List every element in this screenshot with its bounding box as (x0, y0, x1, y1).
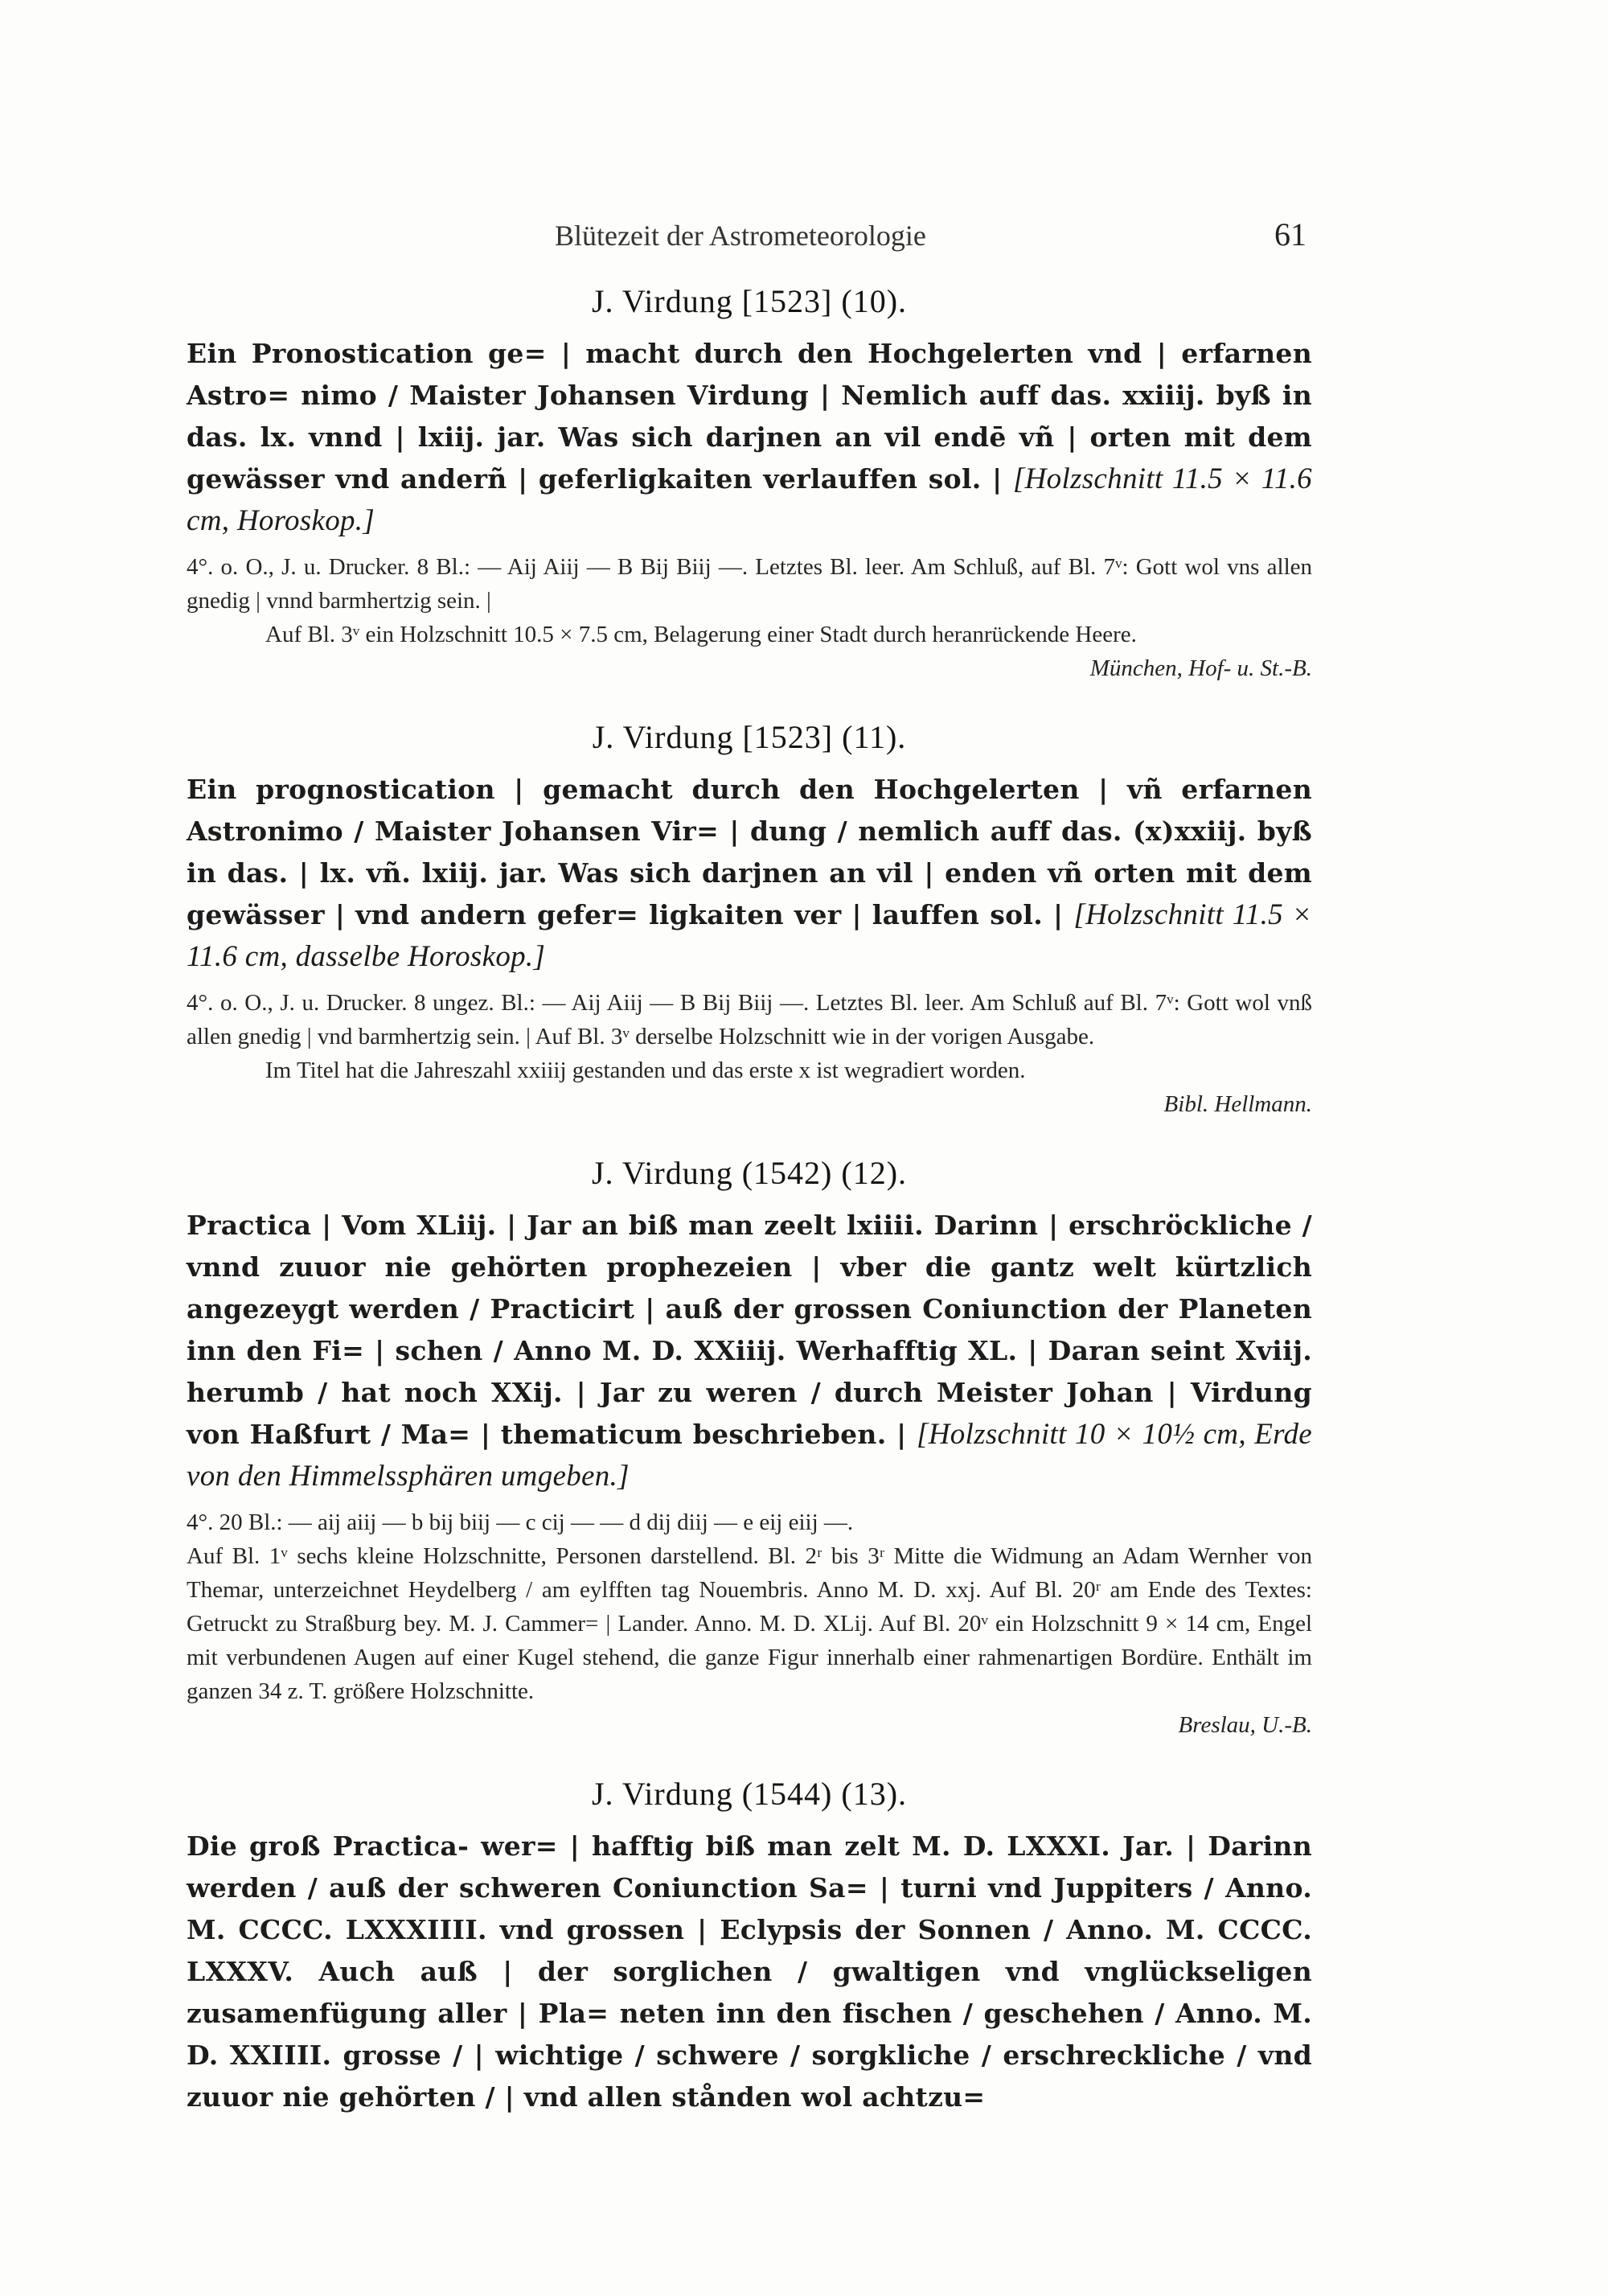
entry-title-text: Ein Pronostication ge= | macht durch den Hochgelerten vnd | erfarnen Astro= nimo / Maister Johansen Virdung | Nemlich auff das. xxiiij. byß in das. lx. vnnd | lxiij. jar. Was sich darjnen an vil endē vñ | orten mit dem gewässer vnd anderñ | geferligkaiten verlauffen sol. | (187, 338, 1312, 495)
running-title: Blütezeit der Astrometeorologie (555, 220, 926, 252)
entry-heading: J. Virdung (1544) (13). (591, 1776, 908, 1812)
entry-remark-note: Im Titel hat die Jahreszahl xxiiij gestanden und das erste x ist wegradiert worden. (265, 1058, 1026, 1083)
running-header (0, 216, 1608, 259)
entry-title-bracket: [Holzschnitt 10 × 10½ cm, Erde von den Himmelssphären umgeben.] (187, 1418, 1312, 1493)
entry-title-bracket: [Holzschnitt 11.5 × 11.6 cm, Horoskop.] (187, 462, 1312, 537)
entry-remark-note: Auf Bl. 1ᵛ sechs kleine Holzschnitte, Personen darstellend. Bl. 2ʳ bis 3ʳ Mitte die Widmung an Adam Wernher von Themar, unterzeichnet Heydelberg / am eylfften tag Nouembris. Anno M. D. xxj. Auf Bl. 20ʳ am Ende des Textes: Getruckt zu Straßburg bey. M. J. Cammer= | Lander. Anno. M. D. XLij. Auf Bl. 20ᵛ ein Holzschnitt 9 × 14 cm, Engel mit verbundenen Augen auf einer Kugel stehend, die ganze Figur innerhalb einer rahmenartigen Bordüre. Enthält im ganzen 34 z. T. größere Holzschnitte. (187, 1543, 1312, 1704)
entry-collation-note: 4°. o. O., J. u. Drucker. 8 ungez. Bl.: — Aij Aiij — B Bij Biij —. Letztes Bl. leer. Am Schluß auf Bl. 7ᵛ: Gott wol vnß allen gnedig | vnd barmhertzig sein. | Auf Bl. 3ᵛ derselbe Holzschnitt wie in der vorigen Ausgabe. (187, 990, 1312, 1049)
bibliography-entry (187, 281, 1312, 685)
entry-title-bracket: [Holzschnitt 11.5 × 11.6 cm, dasselbe Horoskop.] (187, 898, 1312, 973)
entry-title-text: Die groß Practica- wer= | hafftig biß man zelt M. D. LXXXI. Jar. | Darinn werden / auß der schweren Coniunction Sa= | turni vnd Juppiters / Anno. M. CCCC. LXXXIIII. vnd grossen | Eclypsis der Sonnen / Anno. M. CCCC. LXXXV. Auch auß | der sorglichen / gwaltigen vnd vnglückseligen zusamenfügung aller | Pla= neten inn den fischen / geschehen / Anno. M. D. XXIIII. grosse / | wichtige / schwere / sorgkliche / erschreckliche / vnd zuuor nie gehörten / | vnd allen stånden wol achtzu= (187, 1830, 1312, 2113)
entry-heading: J. Virdung [1523] (10). (591, 283, 908, 319)
page-number: 61 (1274, 216, 1306, 253)
entry-title-text: Ein prognostication | gemacht durch den Hochgelerten | vñ erfarnen Astronimo / Maister Johansen Vir= | dung / nemlich auff das. (x)xxiij. byß in das. | lx. vñ. lxiij. jar. Was sich darjnen an vil | enden vñ orten mit dem gewässer | vnd andern gefer= ligkaiten ver | lauffen sol. | (187, 774, 1312, 930)
entry-library-location: Breslau, U.-B. (1178, 1712, 1312, 1738)
bibliography-entry (187, 1153, 1312, 1742)
entry-heading: J. Virdung (1542) (12). (591, 1155, 908, 1191)
entry-title-transcription (187, 1205, 1312, 1497)
entry-title-transcription (187, 769, 1312, 978)
entry-remark-note: Auf Bl. 3ᵛ ein Holzschnitt 10.5 × 7.5 cm, Belagerung einer Stadt durch heranrückende Heere. (265, 622, 1137, 647)
bibliography-entry (187, 1774, 1312, 2118)
entry-title-transcription (187, 1826, 1312, 2118)
entry-collation-note: 4°. 20 Bl.: — aij aiij — b bij biij — c cij — — d dij diij — e eij eiij —. (187, 1509, 854, 1535)
entry-title-text: Practica | Vom XLiij. | Jar an biß man zeelt lxiiii. Darinn | erschröckliche / vnnd zuuor nie gehörten prophezeien | vber die gantz welt kürtzlich angezeygt werden / Practicirt | auß der grossen Coniunction der Planeten inn den Fi= | schen / Anno M. D. XXiiij. Werhafftig XL. | Daran seint Xviij. herumb / hat noch XXij. | Jar zu weren / durch Meister Johan | Virdung von Haßfurt / Ma= | thematicum beschrieben. | (187, 1210, 1312, 1450)
page-body (187, 281, 1312, 2150)
entry-library-location: Bibl. Hellmann. (1163, 1091, 1312, 1117)
entry-heading: J. Virdung [1523] (11). (592, 719, 907, 755)
entry-title-transcription (187, 333, 1312, 542)
entry-library-location: München, Hof- u. St.-B. (1089, 655, 1312, 681)
entry-collation-note: 4°. o. O., J. u. Drucker. 8 Bl.: — Aij Aiij — B Bij Biij —. Letztes Bl. leer. Am Schluß, auf Bl. 7ᵛ: Gott wol vns allen gnedig | vnnd barmhertzig sein. | (187, 554, 1312, 614)
bibliography-entry (187, 717, 1312, 1121)
